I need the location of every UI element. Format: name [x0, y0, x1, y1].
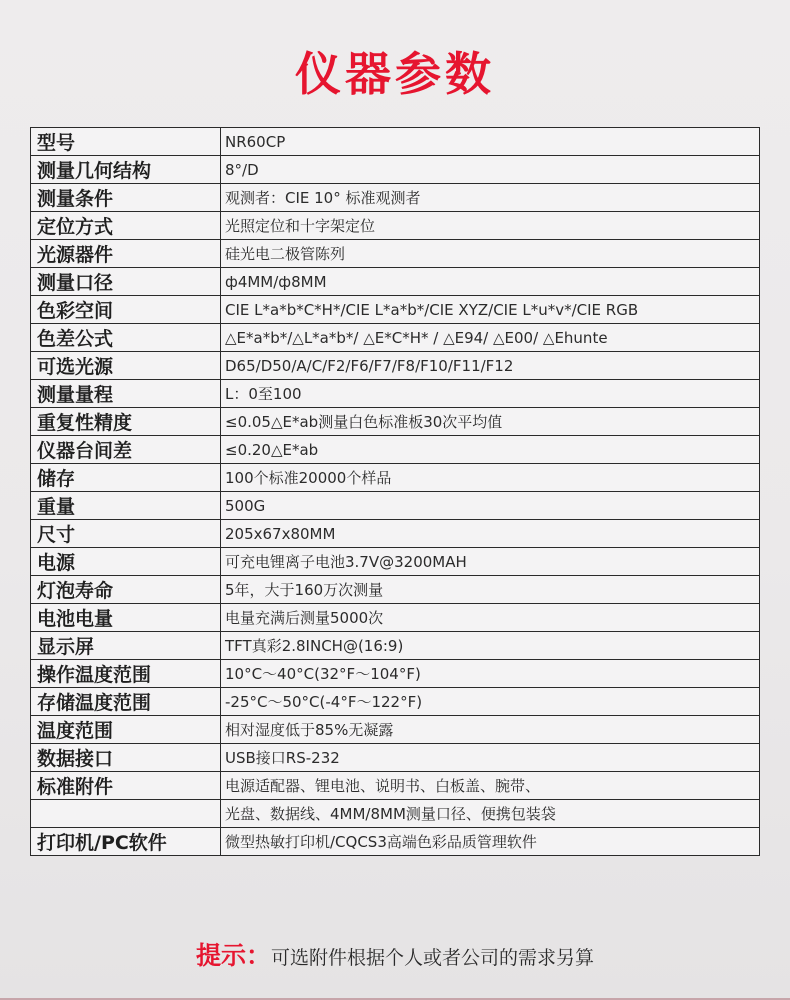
table-row — [31, 436, 760, 464]
spec-value: 电源适配器、锂电池、说明书、白板盖、腕带、 — [221, 772, 760, 800]
spec-label: 测量量程 — [31, 380, 221, 408]
spec-value: 硅光电二极管陈列 — [221, 240, 760, 268]
spec-value: USB接口RS-232 — [221, 744, 760, 772]
spec-value: △E*a*b*/△L*a*b*/ △E*C*H* / △E94/ △E00/ △Ehunte — [221, 324, 760, 352]
spec-value: 500G — [221, 492, 760, 520]
table-row — [31, 688, 760, 716]
spec-table-body — [31, 128, 760, 856]
spec-value: 微型热敏打印机/CQCS3高端色彩品质管理软件 — [221, 828, 760, 856]
spec-label: 电源 — [31, 548, 221, 576]
spec-label: 灯泡寿命 — [31, 576, 221, 604]
table-row — [31, 464, 760, 492]
spec-label: 型号 — [31, 128, 221, 156]
table-row — [31, 156, 760, 184]
note-text: 可选附件根据个人或者公司的需求另算 — [271, 947, 595, 969]
spec-label: 可选光源 — [31, 352, 221, 380]
spec-value: 205x67x80MM — [221, 520, 760, 548]
spec-label: 色差公式 — [31, 324, 221, 352]
spec-label: 重量 — [31, 492, 221, 520]
table-row — [31, 212, 760, 240]
table-row — [31, 408, 760, 436]
note-label: 提示： — [195, 941, 271, 970]
table-row — [31, 576, 760, 604]
spec-label: 定位方式 — [31, 212, 221, 240]
spec-label: 光源器件 — [31, 240, 221, 268]
table-row — [31, 520, 760, 548]
table-row — [31, 772, 760, 800]
spec-value: 观测者：CIE 10° 标准观测者 — [221, 184, 760, 212]
table-row — [31, 296, 760, 324]
spec-value: D65/D50/A/C/F2/F6/F7/F8/F10/F11/F12 — [221, 352, 760, 380]
spec-label: 测量口径 — [31, 268, 221, 296]
spec-label: 温度范围 — [31, 716, 221, 744]
spec-value: 8°/D — [221, 156, 760, 184]
table-row — [31, 268, 760, 296]
spec-value: ≤0.20△E*ab — [221, 436, 760, 464]
table-row — [31, 716, 760, 744]
spec-value: L：0至100 — [221, 380, 760, 408]
spec-label: 操作温度范围 — [31, 660, 221, 688]
spec-label: 显示屏 — [31, 632, 221, 660]
spec-value: ≤0.05△E*ab测量白色标准板30次平均值 — [221, 408, 760, 436]
spec-label — [31, 800, 221, 828]
spec-value: 10°C～40°C(32°F～104°F) — [221, 660, 760, 688]
table-row — [31, 744, 760, 772]
spec-value: -25°C～50°C(-4°F～122°F) — [221, 688, 760, 716]
table-row — [31, 324, 760, 352]
spec-value: 光照定位和十字架定位 — [221, 212, 760, 240]
note — [0, 936, 790, 978]
spec-value: TFT真彩2.8INCH@(16:9) — [221, 632, 760, 660]
spec-label: 仪器台间差 — [31, 436, 221, 464]
table-row — [31, 380, 760, 408]
table-row — [31, 240, 760, 268]
spec-label: 标准附件 — [31, 772, 221, 800]
table-row — [31, 800, 760, 828]
spec-value: 电量充满后测量5000次 — [221, 604, 760, 632]
table-row — [31, 828, 760, 856]
table-row — [31, 660, 760, 688]
spec-label: 电池电量 — [31, 604, 221, 632]
table-row — [31, 632, 760, 660]
spec-label: 重复性精度 — [31, 408, 221, 436]
table-row — [31, 184, 760, 212]
table-row — [31, 352, 760, 380]
spec-label: 储存 — [31, 464, 221, 492]
spec-label: 打印机/PC软件 — [31, 828, 221, 856]
table-row — [31, 492, 760, 520]
spec-label: 色彩空间 — [31, 296, 221, 324]
spec-table — [30, 127, 760, 856]
spec-label: 尺寸 — [31, 520, 221, 548]
spec-value: 100个标准20000个样品 — [221, 464, 760, 492]
table-row — [31, 548, 760, 576]
spec-value: NR60CP — [221, 128, 760, 156]
page-title: 仪器参数 — [295, 47, 495, 101]
spec-value: 可充电锂离子电池3.7V@3200MAH — [221, 548, 760, 576]
spec-value: ф4MM/ф8MM — [221, 268, 760, 296]
spec-label: 存储温度范围 — [31, 688, 221, 716]
spec-value: 光盘、数据线、4MM/8MM测量口径、便携包装袋 — [221, 800, 760, 828]
spec-label: 数据接口 — [31, 744, 221, 772]
table-row — [31, 604, 760, 632]
spec-value: CIE L*a*b*C*H*/CIE L*a*b*/CIE XYZ/CIE L*u*v*/CIE RGB — [221, 296, 760, 324]
spec-value: 相对湿度低于85%无凝露 — [221, 716, 760, 744]
table-row — [31, 128, 760, 156]
spec-label: 测量几何结构 — [31, 156, 221, 184]
spec-value: 5年，大于160万次测量 — [221, 576, 760, 604]
spec-label: 测量条件 — [31, 184, 221, 212]
